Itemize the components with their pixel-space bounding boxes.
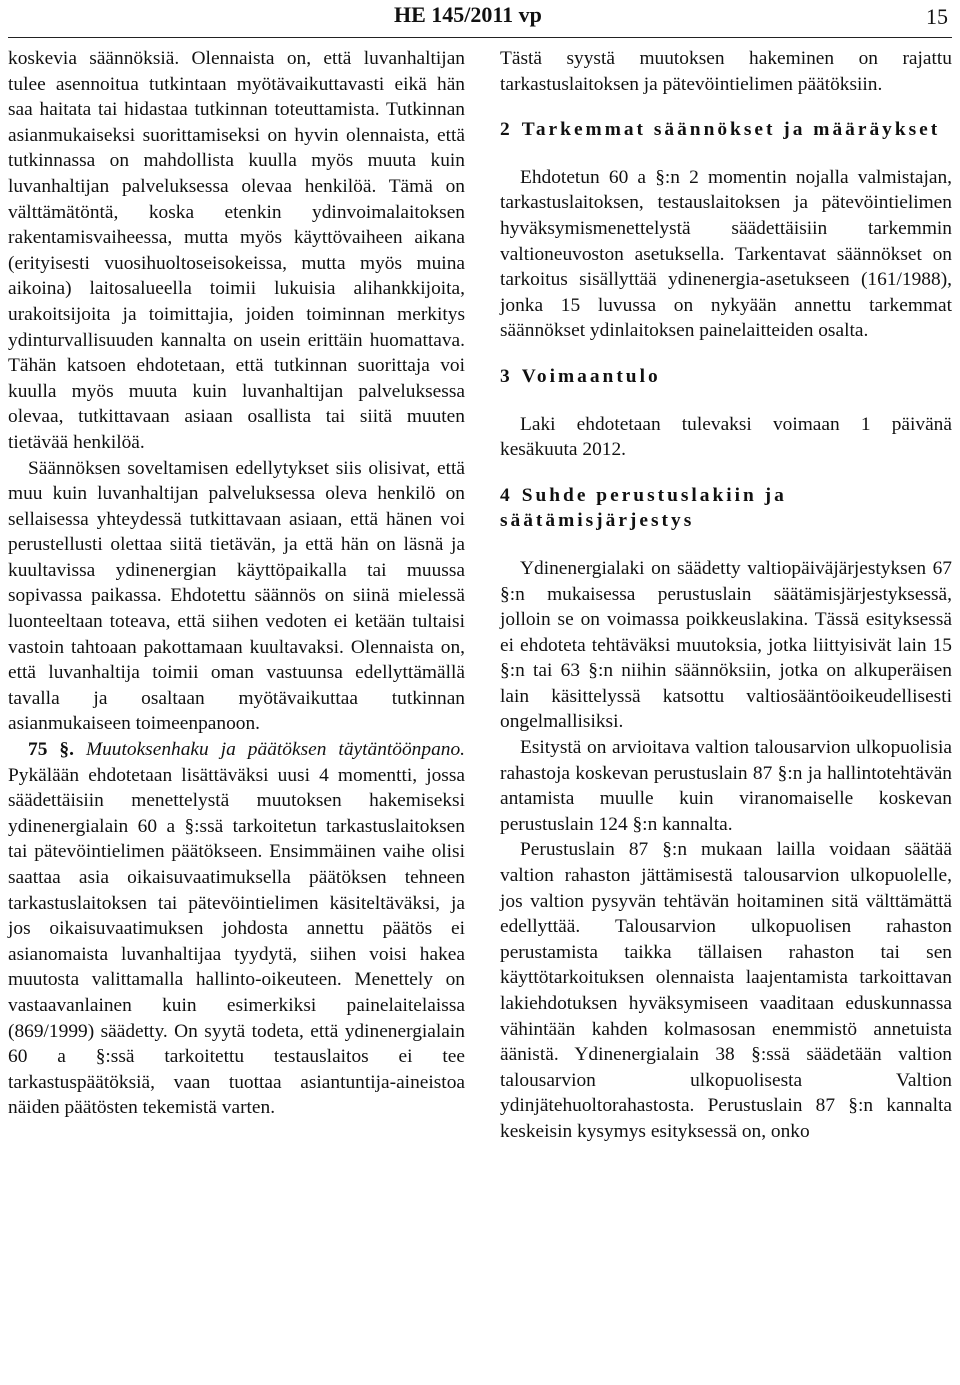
page-header	[0, 0, 960, 48]
right-column	[500, 46, 952, 1145]
paragraph: Ehdotetun 60 a §:n 2 momentin nojalla valmistajan, tarkastuslaitoksen, testauslaitoksen ja pätevöintielimen hyväksymismenettelystä säädettäisiin tarkemmin valtioneuvoston asetuksella. Tarkentavat säännökset on tarkoitus sisällyttää ydinenergia-asetukseen (161/1988), jonka 15 luvussa on nykyään annettu tarkemmat säännökset ydinlaitoksen painelaitteiden osalta.	[500, 166, 952, 342]
left-column	[8, 46, 465, 1121]
heading-title: Tarkemmat säännökset ja määräykset	[521, 119, 941, 141]
paragraph: Esitystä on arvioitava valtion talousarvion ulkopuolisia rahastoja koskevan perustuslain 87 §:n ja hallintotehtävän antamista muulle kuin viranomaiselle koskevan perustuslain 124 §:n kannalta.	[500, 737, 952, 835]
heading-number: 2	[500, 119, 510, 141]
paragraph: koskevia säännöksiä. Olennaista on, että luvanhaltijan tulee asennoitua tutkintaan myötävaikuttavasti eikä hän saa haitata tai hidastaa tutkinnan toteuttamista. Tutkinnan asianmukaiseksi suorittamiseksi on hyvin olennaista, että tutkinnassa on mahdollista kuulla myös muuta kuin luvanhaltijan palveluksessa olevaa henkilöä. Tämä on välttämätöntä, koska etenkin ydinvoimalaitoksen rakentamisvaiheessa, mutta myös käyttövaiheen aikana (erityisesti vuosihuoltoseisokeissa, mutta myös muina aikoina) laitosalueella toimii lukuisia alihankkijoita, urakoitsijoita ja toimittajia, joiden toiminnan merkitys ydinturvallisuuden kannalta on usein erittäin huomattava. Tähän katsoen ehdotetaan, että tutkinnan suorittaja voi kuulla myös muuta kuin luvanhaltijan palveluksessa olevaa, tutkittavaan asiaan osallista tai siitä muuten tietävää henkilöä.	[8, 48, 465, 453]
paragraph: Säännöksen soveltamisen edellytykset siis olisivat, että muu kuin luvanhaltijan palveluksessa oleva henkilö on sellaisessa yhteydessä tutkittavaan asiaan, että hänen voi perustellusti olettaa siitä tietävän, ja että hän on läsnä ja kuultavissa ydinenergian käyttöpaikalla tai muussa sopivassa paikassa. Ehdotettu säännös on siinä mielessä luonteeltaan toteava, että siihen vedoten ei ketään tultaisi vastoin tahtoaan pakottamaan kuultavaksi. Olennaista on, että luvanhaltija toimii oman vastuunsa edellyttämällä tavalla ja osaltaan myötävaikuttaa tutkinnan asianmukaiseen toimeenpanoon.	[8, 457, 465, 735]
heading-number: 4	[500, 484, 510, 506]
section-body: Pykälään ehdotetaan lisättäväksi uusi 4 momentti, jossa säädettäisiin menettelystä muutoksen hakemiseksi ydinenergialain 60 a §:ssä tarkoitetun tarkastuslaitoksen tai pätevöintielimen päätökseen. Ensimmäinen vaihe olisi saattaa asia oikaisuvaatimuksella päätöksen tehneen tarkastuslaitoksen tai pätevöintielimen käsiteltäväksi, ja jos oikaisuvaatimuksen johdosta annettu päätös ei asianomaista luvanhaltijaa tyydytä, siihen voisi hakea muutosta valittamalla hallinto-oikeuteen. Menettely on vastaavanlainen kuin esimerkiksi painelaitelaissa (869/1999) säädetty. On syytä todeta, että ydinenergialain 60 a §:ssä tarkoitettu testauslaitos ei tee tarkastuspäätöksiä, vaan tuottaa asiantuntija-aineistoa näiden päätösten tekemistä varten.	[8, 764, 465, 1119]
heading-title: Suhde perustuslakiin ja säätämisjärjestys	[500, 484, 787, 532]
header-rule	[8, 37, 952, 38]
section-title: Muutoksenhaku ja päätöksen täytäntöönpano.	[85, 739, 466, 761]
paragraph: Perustuslain 87 §:n mukaan lailla voidaan säätää valtion rahaston jättämisestä talousarvion ulkopuolelle, jos valtion pysyvän tehtävän hoitaminen sitä välttämättä edellyttää. Talousarvion ulkopuolisen rahaston perustamista taikka tällaisen rahaston tai sen käyttötarkoituksen olennaista laajentamista tarkoittavan lakiehdotuksen hyväksymiseen vaaditaan eduskunnassa vähintään kahden kolmasosan enemmistö annetuista äänistä. Ydinenergialain 38 §:ssä säädetään valtion talousarvion ulkopuolisesta Valtion ydinjätehuoltorahastosta. Perustuslain 87 §:n kannalta keskeisin kysymys esityksessä on, onko	[500, 839, 952, 1142]
paragraph: Tästä syystä muutoksen hakeminen on rajattu tarkastuslaitoksen ja pätevöintielimen päätöksiin.	[500, 48, 952, 95]
paragraph: Laki ehdotetaan tulevaksi voimaan 1 päivänä kesäkuuta 2012.	[500, 413, 952, 461]
heading-2	[500, 117, 952, 143]
heading-number: 3	[500, 365, 510, 387]
section-number: 75 §.	[28, 739, 74, 761]
paragraph: Ydinenergialaki on säädetty valtiopäiväjärjestyksen 67 §:n mukaisessa perustuslain säätämisjärjestyksessä, jolloin se on voimassa poikkeuslakina. Tässä esityksessä ei ehdoteta tehtäväksi muutoksia, jotka liittyisivät lain 15 §:n tai 63 §:n niihin säännöksiin, jotka on alkuperäisen lain käsittelyssä katsottu valtiosääntöoikeudellisesti ongelmallisiksi.	[500, 557, 952, 733]
page-number: 15	[926, 4, 948, 29]
document-id: HE 145/2011 vp	[394, 2, 542, 27]
heading-title: Voimaantulo	[521, 365, 661, 387]
heading-3	[500, 364, 952, 390]
section-paragraph	[8, 737, 465, 1121]
heading-4	[500, 483, 952, 534]
